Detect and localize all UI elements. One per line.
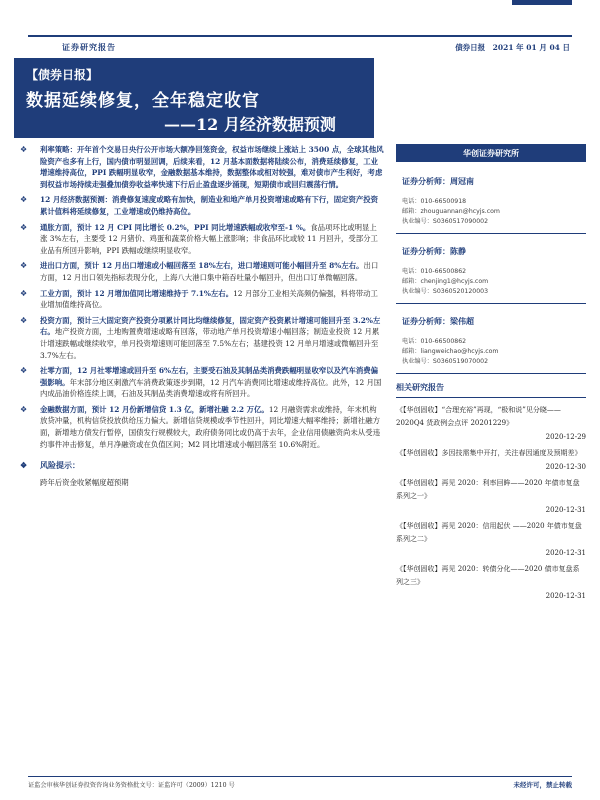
diamond-bullet-icon: ❖ (20, 288, 28, 298)
related-report-date: 2020-12-29 (545, 433, 586, 441)
related-report-link[interactable]: 《【华创固收】多因技需集中开打，关注春因通度及预期差》 (396, 449, 582, 457)
related-reports-heading: 相关研究报告 (396, 382, 586, 398)
bullet-retail (18, 365, 384, 400)
report-title: 数据延续修复，全年稳定收官 (26, 91, 260, 111)
related-report-link[interactable]: 《【华创固收】“合理充裕”再现，“极和说”见分晓——2020Q4 货政例会点评 20201229》 (396, 406, 561, 427)
footer-license: 证监会审核华创证券投资咨询业务资格批文号：证监许可（2009）1210 号 (28, 782, 235, 789)
analyst-cert: 执业编号：S0360519070002 (402, 358, 489, 365)
bullet-investment (18, 315, 384, 361)
bullet-heading: 投资方面，预计三大固定资产投资分项累计同比均继续修复，固定资产投资累计增速可能回升至 3.2%左右。 (40, 315, 381, 337)
bullet-industry (18, 288, 384, 311)
bullet-text: 12 月融资需求或维持，年末机构放贷冲量，机构信贷投放供给压力偏大。新增信贷规模或季节性回升，同比增速大幅率维持；新增社融方面，新增地方债发行暂停，国债发行规模较大，政府债务同比或仍高于去年，企业信用债融资尚未从受违约事件冲击修复，单月净融资或在负值区间；M2 同比增速或小幅回落至 10.6%附近。 (40, 404, 380, 449)
diamond-bullet-icon: ❖ (20, 222, 28, 232)
analyst-card (396, 312, 586, 374)
bullet-heading: 工业方面，预计 12 月增加值同比增速维持于 7.1%左右。 (40, 288, 234, 298)
diamond-bullet-icon: ❖ (20, 195, 28, 205)
bullet-text: 地产投资方面，土地购置费增速或略有回落，带动地产单月投资增速小幅回落；制造业投资 12 月累计增速跌幅或继续收窄，单月投资增速则可能回落至 7.5%左右；基建投资 12 月单月增速或微幅回升至 3.7%左右。 (40, 327, 380, 360)
bullet-text: 12 月部分工业相关高频仍偏强，料将带动工业增加值维持高位。 (40, 288, 378, 310)
risk-title (18, 460, 384, 471)
bullet-heading: 通胀方面，预计 12 月 CPI 同比增长 0.2%，PPI 同比增速跌幅或收窄至-1 %。 (40, 222, 311, 232)
related-report-date: 2020-12-31 (545, 549, 586, 557)
bullet-text: 出口方面，12 月出口领先指标表现分化，上海八大港口集中箱吞吐量小幅回升，但出口订单微幅回落。 (40, 261, 379, 282)
analyst-card (396, 242, 586, 304)
header-accent-block (512, 0, 572, 5)
related-report-link[interactable]: 《【华创固收】再见 2020：利率回眸——2020 年债市复盘系列之一》 (396, 479, 580, 500)
sidebar (396, 144, 586, 606)
bullet-heading: 进出口方面，预计 12 月出口增速或小幅回落至 18%左右，进口增速则可能小幅回升至 8%左右。 (40, 261, 364, 271)
bullet-trade (18, 260, 384, 283)
report-date: 债券日报 2021 年 01 月 04 日 (455, 43, 570, 52)
related-report-date: 2020-12-31 (545, 506, 586, 514)
bullet-rate-strategy (18, 144, 384, 190)
analyst-phone: 电话：010-66500862 (402, 268, 467, 275)
risk-body: 跨年后资金收紧幅度超预期 (40, 478, 129, 488)
analyst-email[interactable]: 邮箱：liangweichao@hcyjs.com (402, 348, 499, 355)
institute-header: 华创证券研究所 (396, 144, 586, 162)
analyst-email[interactable]: 邮箱：chenjing1@hcyjs.com (402, 278, 489, 285)
analyst-name: 证券分析师：梁伟超 (402, 316, 474, 326)
analyst-email[interactable]: 邮箱：zhouguannan@hcyjs.com (402, 208, 500, 215)
diamond-bullet-icon: ❖ (20, 315, 28, 325)
header-divider (28, 35, 572, 37)
analyst-phone: 电话：010-66500918 (402, 198, 467, 205)
bullet-heading: 12 月经济数据预测：消费修复速度或略有加快，制造业和地产单月投资增速或略有下行，固定资产投资累计值料将延续修复，工业增速或仍维持高位。 (40, 195, 379, 216)
analyst-name: 证券分析师：周冠南 (402, 176, 474, 186)
analyst-card (396, 172, 586, 234)
bullet-forecast (18, 194, 384, 217)
footer-divider (28, 776, 572, 777)
analyst-phone: 电话：010-66500862 (402, 338, 467, 345)
analyst-cert: 执业编号：S0360520120003 (402, 288, 489, 295)
bullet-heading: 利率策略：开年首个交易日央行公开市场大额净回笼资金，权益市场继续上涨站上 3500 点，全球其他风险资产也多有上行，国内债市明显回调，后续来看，12 月基本面数据将陆续公布，消费延续修复，工业增速维持高位，PPI 跌幅明显收窄，金融数据基本维持，数据整体或相对较强，难对债市产生利好，考虑到权益市场持续走强叠加债券收益率快速下行后止盈盘逐步涌现，短期债市或回归震荡行情。 (40, 145, 384, 189)
related-report-date: 2020-12-31 (545, 592, 586, 600)
top-bar (0, 0, 600, 38)
related-report-link[interactable]: 《【华创固收】再见 2020：信用起伏 ——2020 年债市复盘系列之二》 (396, 522, 582, 543)
main-content (18, 144, 384, 488)
diamond-bullet-icon: ❖ (20, 460, 28, 471)
analyst-cert: 执业编号：S0360517090002 (402, 218, 489, 225)
bullet-heading: 金融数据方面，预计 12 月份新增信贷 1.3 亿，新增社融 2.2 万亿。 (40, 404, 269, 414)
diamond-bullet-icon: ❖ (20, 404, 28, 414)
bullet-text: 年末部分地区刺激汽车消费政策逐步到期，12 月汽车消费同比增速或维持高位。此外，12 月国内成品油价格连续上调，石油及其制品类消费增速或将有所回升。 (40, 377, 382, 399)
bullet-inflation (18, 222, 384, 257)
bullet-finance (18, 404, 384, 450)
report-subtitle: ——12 月经济数据预测 (164, 115, 336, 134)
risk-title-text: 风险提示： (40, 460, 80, 471)
diamond-bullet-icon: ❖ (20, 145, 28, 154)
related-report-date: 2020-12-30 (545, 463, 586, 471)
footer-copyright: 未经许可，禁止转载 (513, 781, 572, 789)
report-tag: 【债券日报】 (26, 68, 99, 82)
report-category: 证券研究报告 (62, 42, 116, 52)
title-banner (14, 58, 374, 138)
diamond-bullet-icon: ❖ (20, 261, 28, 271)
bullet-heading: 社零方面，12 月社零增速或回升至 6%左右，主要受石油及其制品类消费跌幅明显收窄以及汽车消费偏强影响。 (40, 366, 379, 387)
related-report-link[interactable]: 《【华创固收】再见 2020：转债分化——2020 债市复盘系列之三》 (396, 565, 580, 586)
diamond-bullet-icon: ❖ (20, 366, 28, 376)
analyst-name: 证券分析师：陈静 (402, 246, 466, 256)
bullet-text: 食品项环比或明显上涨 3%左右，主要受 12 月猪价、鸡蛋和蔬菜价格大幅上涨影响；非食品环比或较 11 月回升，受部分工业品有所回升影响，PPI 跌幅或继续明显收窄。 (40, 222, 378, 255)
